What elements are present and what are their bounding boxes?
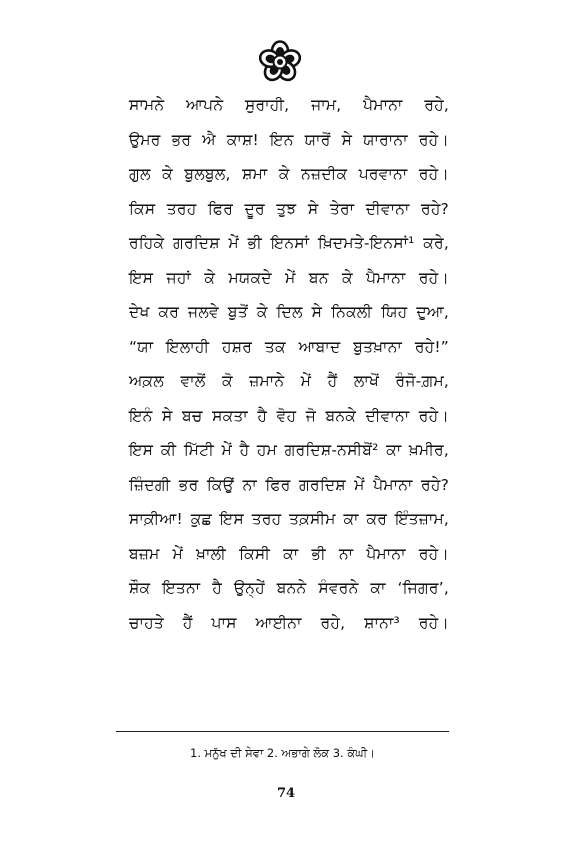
poem-line: ਇਸ ਜਹਾਂ ਕੇ ਮਯਕਦੇ ਮੇਂ ਬਨ ਕੇ ਪੈਮਾਨਾ ਰਹੇ। xyxy=(129,268,449,287)
poem-line: ਗੁਲ ਕੇ ਬੁਲਬੁਲ, ਸ਼ਮਾ ਕੇ ਨਜ਼ਦੀਕ ਪਰਵਾਨਾ ਰਹੇ। xyxy=(129,165,449,183)
poem-line: ਇਨੰ ਸੇ ਬਚ ਸਕਤਾ ਹੈ ਵੋਹ ਜੋ ਬਨਕੇ ਦੀਵਾਨਾ ਰਹੇ। xyxy=(129,406,449,425)
poem-line: “ਯਾ ਇਲਾਹੀ ਹਸ਼ਰ ਤਕ ਆਬਾਦ ਬੁਤਖ਼ਾਨਾ ਰਹੇ!” xyxy=(129,337,449,356)
poem-line: ਇਸ ਕੀ ਮਿੱਟੀ ਮੇਂ ਹੈ ਹਮ ਗਰਦਿਸ਼-ਨਸੀਬੋਂ² ਕਾ ਖ਼ਮੀਰ, xyxy=(129,441,449,459)
footnote-divider xyxy=(116,731,449,732)
poem-line: ਸਾਕ਼ੀਆ! ਕੁਛ ਇਸ ਤਰਹ ਤਕ਼ਸੀਮ ਕਾ ਕਰ ਇੰਤਜ਼ਾਮ, xyxy=(129,510,449,528)
poem-line: ਚਾਹਤੇ ਹੈਂ ਪਾਸ ਆਈਨਾ ਰਹੇ, ਸ਼ਾਨਾ³ ਰਹੇ। xyxy=(129,613,449,632)
poem-line: ਅਕ਼ਲ ਵਾਲੋਂ ਕੋ ਜ਼ਮਾਨੇ ਮੇਂ ਹੈਂ ਲਾਖੋਂ ਰੰਜੋ-ਗ਼ਮ, xyxy=(129,372,449,390)
poem-body xyxy=(129,88,449,640)
poem-line: ਬਜ਼ਮ ਮੇਂ ਖ਼ਾਲੀ ਕਿਸੀ ਕਾ ਭੀ ਨਾ ਪੈਮਾਨਾ ਰਹੇ। xyxy=(129,544,449,563)
poem-line: ਜ਼ਿੰਦਗੀ ਭਰ ਕਿਉਂ ਨਾ ਫਿਰ ਗਰਦਿਸ਼ ਮੇਂ ਪੈਮਾਨਾ ਰਹੇ? xyxy=(129,475,449,494)
poem-line: ਉਮਰ ਭਰ ਐ ਕਾਸ਼! ਇਨ ਯਾਰੋਂ ਸੇ ਯਾਰਾਨਾ ਰਹੇ। xyxy=(129,130,449,149)
poem-line: ਰਹਿਕੇ ਗਰਦਿਸ਼ ਮੇਂ ਭੀ ਇਨਸਾਂ ਖ਼ਿਦਮਤੇ-ਇਨਸਾਂ¹ ਕਰੇ, xyxy=(129,234,449,252)
footnote: 1. ਮਨੁੱਖ ਦੀ ਸੇਵਾ 2. ਅਭਾਗੇ ਲੋਕ 3. ਕੰਘੀ। xyxy=(190,746,375,760)
poem-line: ਦੇਖ ਕਰ ਜਲਵੇ ਬੁਤੋਂ ਕੇ ਦਿਲ ਸੇ ਨਿਕਲੀ ਯਿਹ ਦੁਆ, xyxy=(129,303,449,321)
poem-line: ਸਾਮਨੇ ਆਪਨੇ ਸੁਰਾਹੀ, ਜਾਮ, ਪੈਮਾਨਾ ਰਹੇ, xyxy=(129,96,449,114)
flower-ornament-icon xyxy=(256,40,304,84)
poem-line: ਸ਼ੌਕ ਇਤਨਾ ਹੈ ਉਨ੍ਹੇਂ ਬਨਨੇ ਸੰਵਰਨੇ ਕਾ ‘ਜਿਗਰ’, xyxy=(129,579,449,597)
poem-line: ਕਿਸ ਤਰਹ ਫਿਰ ਦੂਰ ਤੁਝ ਸੇ ਤੇਰਾ ਦੀਵਾਨਾ ਰਹੇ? xyxy=(129,199,449,218)
page-number: 74 xyxy=(276,786,296,801)
